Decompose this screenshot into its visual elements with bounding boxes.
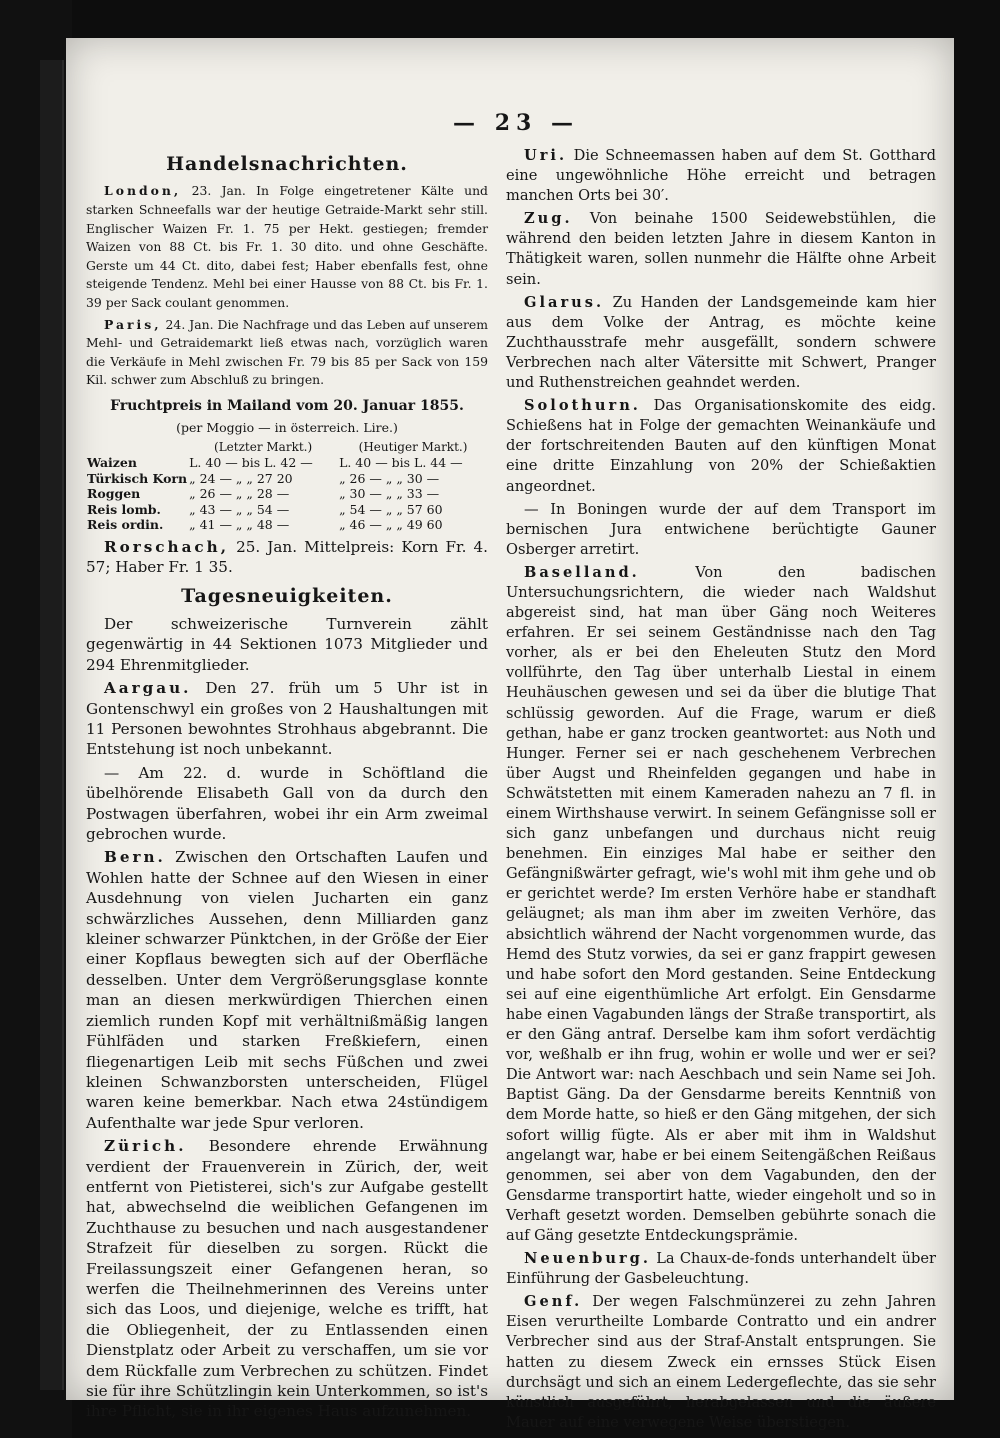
article-neuenburg	[506, 1249, 936, 1289]
article-turnverein: Der schweizerische Turnverein zählt gegenwärtig in 44 Sektionen 1073 Mitglieder und 294 Ehrenmitglieder.	[86, 614, 488, 674]
article-boningen: — In Boningen wurde der auf dem Transport im bernischen Jura entwichene berüchtigte Gauner Osberger arretirt.	[506, 500, 936, 558]
grain-name: Reis ordin.	[87, 517, 164, 533]
article-rorschach	[86, 537, 488, 578]
dateline-solothurn: Solothurn.	[524, 397, 641, 415]
article-aargau-text: Den 27. früh um 5 Uhr ist in Gontenschwyl ein großes von 2 Haushaltungen mit 11 Personen bewohntes Strohhaus abgebrannt. Die Entstehung ist noch unbekannt.	[86, 679, 489, 759]
price-today: „ 26 — „ „ 30 —	[339, 470, 440, 486]
left-column	[86, 146, 488, 1425]
price-table-header-cell: (Heutiger Markt.)	[358, 439, 468, 454]
dateline-glarus: Glarus.	[524, 293, 605, 311]
article-glarus	[506, 293, 936, 393]
price-today: L. 40 — bis L. 44 —	[339, 455, 463, 471]
grain-name: Waizen	[87, 455, 137, 471]
section-title-tagesneuigkeiten: Tagesneuigkeiten.	[181, 584, 393, 607]
article-zug-text: Von beinahe 1500 Seidewebstühlen, die während den beiden letzten Jahre in diesem Kanton in Thätigkeit waren, sollen nunmehr die Hälfte ohne Arbeit sein.	[506, 210, 936, 288]
dateline-baselland: Baselland.	[524, 563, 640, 581]
article-baselland	[506, 563, 936, 1246]
price-last: „ 24 — „ „ 27 20	[189, 470, 293, 486]
price-last: „ 43 — „ „ 54 —	[189, 501, 290, 517]
dateline-neuenburg: Neuenburg.	[524, 1250, 651, 1268]
dateline-paris: Paris,	[104, 316, 162, 332]
article-genf-text: Der wegen Falschmünzerei zu zehn Jahren Eisen verurtheilte Lombarde Contratto und ein andrer Verbrecher sind aus der Straf-Anstalt entsprungen. Sie hatten zu diesem Zweck ein ernsses Stück Eisen durchsägt und sich an einem Ledergeflechte, das sie sehr künstlich ausgeführt, herabgelassen und die äußere Mauer auf eine verwegene Weise überstiegen.	[506, 1293, 936, 1431]
price-last: „ 26 — „ „ 28 —	[189, 486, 290, 502]
price-today: „ 46 — „ „ 49 60	[339, 517, 443, 533]
article-rorschach-text: 25. Jan. Mittelpreis: Korn Fr. 4. 57; Haber Fr. 1 35.	[86, 537, 489, 577]
grain-name: Reis lomb.	[87, 501, 161, 517]
article-baselland-text: Von den badischen Untersuchungsrichtern, die wieder nach Waldshut abgereist sind, hat man über Gäng noch Weiteres erfahren. Er sei seinem Geständnisse nach den Tag vorher, als er bei den Eheleuten Stutz den Mord vollführte, den Tag über unterhalb Liestal in einem Heuhäuschen gewesen und sei da über die blutige That schlüssig geworden. Auf die Frage, warum er dieß gethan, habe er ganz trocken geantwortet: aus Noth und Hunger. Ferner sei er nach geschehenem Verbrechen über Augst und Rheinfelden gegangen und habe in Schwätstetten mit einem Kameraden nahezu an 7 fl. in einem Wirthshause verwirt. In seinem Gefängnisse soll er sich ganz unbefangen und durchaus nicht reuig benehmen. Ein einziges Mal habe er seither den Gefängnißwärter gefragt, wie's wohl mit ihm gehe und ob er gerichtet werde? Im ersten Verhöre habe er standhaft geläugnet; als man ihm aber im zweiten Verhöre, das absichtlich während der Nacht vorgenommen wurde, das Hemd des Stutz vorwies, da sei er ganz frappirt gewesen und habe sofort den Mord gestanden. Seine Entdeckung sei auf eine eigenthümliche Art erfolgt. Ein Gensdarme habe einen Vagabunden längs der Straße transportirt, als er den Gäng antraf. Derselbe kam ihm sofort verdächtig vor, weßhalb er ihn frug, wohin er wolle und wer er sei? Die Antwort war: nach Aeschbach und sein Name sei Joh. Baptist Gäng. Da der Gensdarme bereits Kenntniß von dem Morde hatte, so hieß er den Gäng mitgehen, der sich sofort willig fügte. Als er aber mit ihm in Waldshut angelangt war, habe er bei einem Seitengäßchen Reißaus genommen, sei aber von dem Vagabunden, den der Gensdarme transportirt hatte, wieder eingeholt und so in Verhaft gesetzt worden. Demselben gebührte sonach die auf Gäng gesetzte Entdeckungsprämie.	[506, 563, 936, 1244]
article-london-text: 23. Jan. In Folge eingetretener Kälte und starken Schneefalls war der heutige Getraide-Markt sehr still. Englischer Waizen Fr. 1. 75 per Hekt. gestiegen; fremder Waizen von 88 Ct. bis Fr. 1. 30 dito. und ohne Geschäfte. Gerste um 44 Ct. dito, dabei fest; Haber ebenfalls fest, ohne steigende Tendenz. Mehl bei einer Hausse von 88 Ct. bis Fr. 1. 39 per Sack coulant genommen.	[86, 183, 488, 310]
article-bern-text: Zwischen den Ortschaften Laufen und Wohlen hatte der Schnee auf den Wiesen in einer Ausdehnung von vielen Jucharten ein ganz schwärzliches Aussehen, denn Milliarden ganz kleiner schwarzer Pünktchen, in der Größe der Eier einer Kopflaus bewegten sich auf der Oberfläche desselben. Unter dem Vergrößerungsglase konnte man an diesen merkwürdigen Thierchen einen ziemlich runden Kopf mit verhältnißmäßig langen Fühlfäden und starken Freßkiefern, einen fliegenartigen Leib mit sechs Füßchen und zwei kleinen Schwanzborsten unterscheiden, Flügel waren keine bemerkbar. Nach etwa 24stündigem Aufenthalte war jede Spur verloren.	[86, 848, 489, 1132]
dateline-aargau: Aargau.	[104, 679, 192, 698]
right-column	[506, 146, 936, 1436]
article-solothurn	[506, 396, 936, 496]
price-last: „ 41 — „ „ 48 —	[189, 517, 290, 533]
book-spine	[0, 0, 72, 1438]
article-paris	[86, 316, 488, 390]
dateline-uri: Uri.	[524, 147, 568, 164]
article-genf	[506, 1292, 936, 1433]
article-glarus-text: Zu Handen der Landsgemeinde kam hier aus dem Volke der Antrag, es möchte keine Zuchthausstrafe mehr ausgefällt, sondern schwere Verbrechen nach alter Vätersitte mit Schwert, Pranger und Ruthenstreichen geahndet werden.	[506, 293, 937, 392]
grain-name: Roggen	[87, 486, 141, 502]
price-table	[86, 440, 488, 533]
price-last: L. 40 — bis L. 42 —	[189, 455, 313, 471]
article-uri-text: Die Schneemassen haben auf dem St. Gotthard eine ungewöhnliche Höhe erreicht und betragen manchen Orts bei 30′.	[506, 147, 936, 205]
article-zug	[506, 209, 936, 289]
dateline-rorschach: Rorschach,	[104, 537, 230, 556]
newspaper-page	[66, 38, 954, 1431]
dateline-london: London,	[104, 183, 182, 199]
price-table-header-cell: (Letzter Markt.)	[214, 439, 313, 454]
dateline-genf: Genf.	[524, 1293, 583, 1311]
article-solothurn-text: Das Organisationskomite des eidg. Schießens hat in Folge der gemachten Weinankäufe und der fortschreitenden Bauten auf den künftigen Monat eine dritte Einzahlung von 20% der Schießaktien angeordnet.	[506, 397, 936, 495]
section-title-handelsnachrichten: Handelsnachrichten.	[166, 153, 408, 175]
article-bern	[86, 847, 488, 1133]
article-uri	[506, 146, 936, 206]
price-table-subtitle: (per Moggio — in österreich. Lire.)	[176, 420, 398, 436]
dateline-zug: Zug.	[524, 210, 573, 228]
price-table-header-cell	[86, 440, 188, 456]
price-today: „ 30 — „ „ 33 —	[339, 486, 440, 502]
table-row	[86, 486, 488, 502]
price-table-title: Fruchtpreis in Mailand vom 20. Januar 1855.	[110, 397, 464, 414]
article-neuenburg-text: La Chaux-de-fonds unterhandelt über Einführung der Gasbeleuchtung.	[506, 1250, 936, 1288]
dateline-zuerich: Zürich.	[104, 1137, 187, 1156]
price-table-header	[86, 440, 488, 456]
article-paris-text: 24. Jan. Die Nachfrage und das Leben auf unserem Mehl- und Getraidemarkt ließ etwas nach, vorzüglich waren die Verkäufe in Mehl zwischen Fr. 79 bis 85 per Sack von 159 Kil. schwer zum Abschluß zu bringen.	[86, 316, 488, 388]
article-aargau-2: — Am 22. d. wurde in Schöftland die übelhörende Elisabeth Gall von da durch den Postwagen überfahren, wobei ihr ein Arm zweimal gebrochen wurde.	[86, 763, 488, 844]
page-number: — 23 —	[453, 110, 579, 136]
grain-name: Türkisch Korn	[87, 470, 188, 486]
table-row	[86, 455, 488, 471]
article-zuerich-text: Besondere ehrende Erwähnung verdient der Frauenverein in Zürich, der, weit entfernt von Pietisterei, sich's zur Aufgabe gestellt hat, abwechselnd die weiblichen Gefangenen im Zuchthause zu besuchen und nach ausgestandener Strafzeit für dieselben zu sorgen. Rückt die Freilassungszeit einer Gefangenen heran, so werfen die Theilnehmerinnen des Vereins unter sich das Loos, und diejenige, welche es trifft, hat die Obliegenheit, der zu Entlassenden einen Dienstplatz oder Arbeit zu verschaffen, um sie vor dem Rückfalle zum Verbrechen zu schützen. Findet sie für ihre Schützlingin kein Unterkommen, so ist's ihre Pflicht, sie in ihr eigenes Haus aufzunehmen.	[86, 1137, 488, 1421]
article-aargau	[86, 678, 488, 760]
table-row	[86, 502, 488, 518]
spine-edge	[40, 60, 64, 1390]
price-today: „ 54 — „ „ 57 60	[339, 501, 443, 517]
article-london	[86, 182, 488, 312]
table-row	[86, 517, 488, 533]
dateline-bern: Bern.	[104, 848, 166, 867]
article-zuerich	[86, 1136, 488, 1422]
table-row	[86, 471, 488, 487]
